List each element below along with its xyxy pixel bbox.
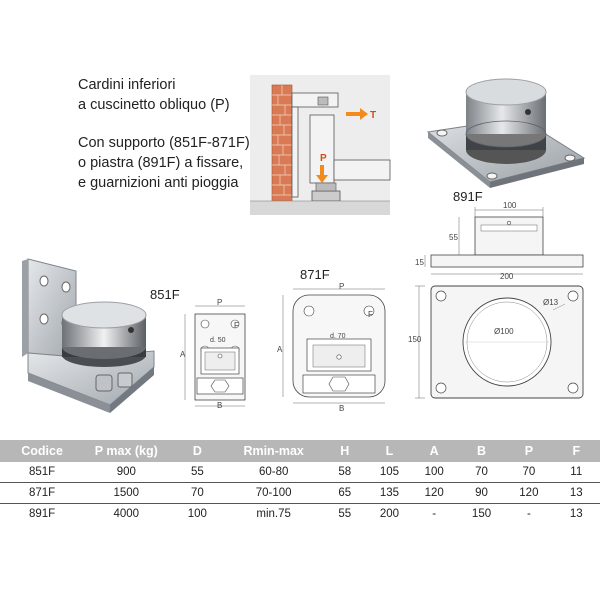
cell: 55 (338, 508, 352, 520)
cell: 70 (505, 462, 552, 483)
hinge-891f-photo (420, 70, 590, 190)
header-d: D (168, 440, 226, 462)
dim-851-p: P (217, 298, 223, 307)
header-h: H (321, 440, 368, 462)
dim-871-d: d. 70 (330, 333, 346, 340)
drawing-871f (275, 285, 400, 415)
dim-871-b: B (339, 404, 345, 413)
cell: 120 (505, 483, 552, 504)
svg-text:55: 55 (449, 233, 458, 242)
dim-871-a: A (277, 345, 283, 354)
cell: 150 (471, 508, 492, 520)
table-row (0, 504, 600, 525)
description-text (78, 75, 258, 193)
svg-text:100: 100 (503, 201, 517, 210)
title-line-5: e guarnizioni anti pioggia (78, 175, 239, 191)
header-a: A (410, 440, 457, 462)
header-rmin-max: Rmin-max (226, 440, 321, 462)
drawing-851f (175, 300, 265, 415)
dim-891-hole: Ø13 (543, 298, 559, 307)
spec-table (0, 440, 600, 524)
dim-891-center: Ø100 (494, 327, 514, 336)
cell: min.75 (256, 508, 291, 520)
dim-851-b: B (217, 401, 223, 410)
cell: 200 (379, 508, 400, 520)
model-label-891f: 891F (453, 189, 483, 204)
cell: 65 (321, 483, 368, 504)
installation-diagram (250, 75, 390, 215)
cell: 13 (553, 483, 600, 504)
title-line-3: Con supporto (851F-871F) (78, 135, 250, 151)
cell: 120 (410, 483, 457, 504)
cell: 851F (0, 462, 84, 483)
dim-851-a: A (180, 350, 186, 359)
cell: 100 (410, 462, 457, 483)
header-pmax: P max (kg) (84, 440, 168, 462)
cell: 70 (458, 462, 505, 483)
hinge-851f-photo (18, 255, 178, 420)
header-l: L (368, 440, 410, 462)
dim-891-h-plate: 150 (408, 335, 422, 344)
title-line-1: Cardini inferiori (78, 77, 176, 93)
cell: 11 (553, 462, 600, 483)
table-row (0, 462, 600, 483)
cell: 871F (0, 483, 84, 504)
svg-text:T: T (370, 110, 377, 121)
table-row (0, 483, 600, 504)
model-label-871f: 871F (300, 267, 330, 282)
header-codice: Codice (0, 440, 84, 462)
brick-wall (272, 85, 292, 205)
cell: 70 (168, 483, 226, 504)
cell: 60-80 (226, 462, 321, 483)
cell: 90 (458, 483, 505, 504)
cell: 891F (28, 508, 56, 520)
header-b: B (458, 440, 505, 462)
cell: 70-100 (226, 483, 321, 504)
drawing-891f-plate (405, 282, 595, 402)
cell: 13 (569, 508, 583, 520)
cell: 1500 (84, 483, 168, 504)
dim-851-d: d. 50 (210, 337, 226, 344)
header-p: P (505, 440, 552, 462)
header-f: F (553, 440, 600, 462)
model-label-851f: 851F (150, 287, 180, 302)
dim-871-f: F (368, 310, 373, 319)
table-header-row (0, 440, 600, 462)
cell: - (432, 508, 437, 520)
cell: 100 (187, 508, 207, 520)
svg-text:15: 15 (415, 258, 424, 267)
cell: 105 (368, 462, 410, 483)
cell: 900 (84, 462, 168, 483)
dim-871-p: P (339, 282, 345, 291)
cell: 135 (368, 483, 410, 504)
dim-891-w-base: 200 (500, 272, 514, 281)
cell: 4000 (113, 508, 140, 520)
title-line-4: o piastra (891F) a fissare, (78, 155, 244, 171)
cell: - (526, 508, 531, 520)
dim-851-f: F (234, 321, 239, 330)
svg-text:P: P (320, 153, 327, 164)
cell: 55 (168, 462, 226, 483)
cell: 58 (321, 462, 368, 483)
drawing-891f-side (415, 200, 595, 280)
title-line-2: a cuscinetto obliquo (P) (78, 97, 230, 113)
